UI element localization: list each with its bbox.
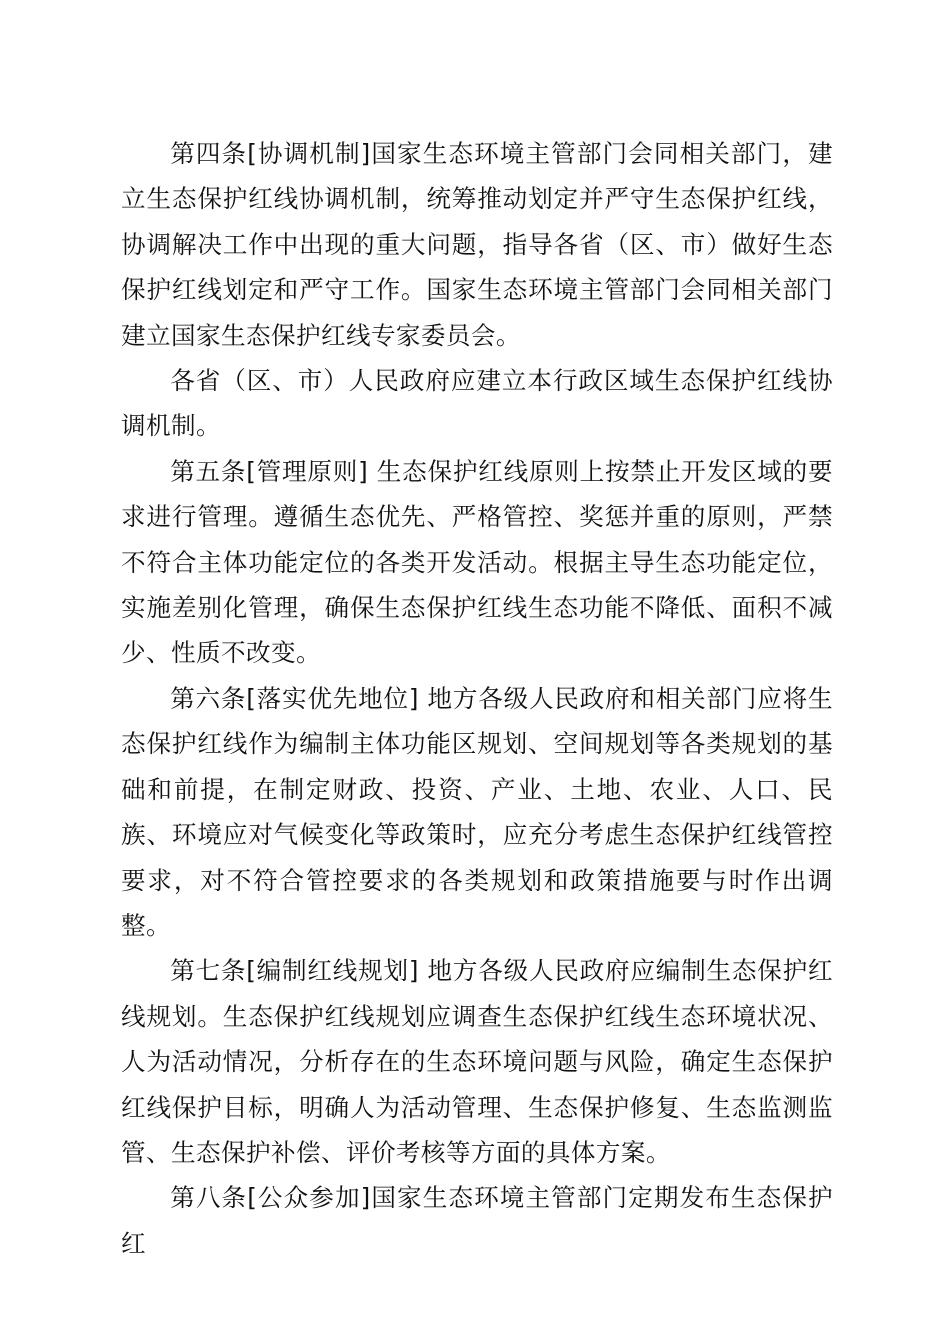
paragraph-article-4: 第四条[协调机制]国家生态环境主管部门会同相关部门，建立生态保护红线协调机制，统筹推动划定并严守生态保护红线，协调解决工作中出现的重大问题，指导各省（区、市）做好生态保护红线划定和严守工作。国家生态环境主管部门会同相关部门建立国家生态保护红线专家委员会。	[121, 139, 833, 350]
paragraph-article-6: 第六条[落实优先地位] 地方各级人民政府和相关部门应将生态保护红线作为编制主体功能区规划、空间规划等各类规划的基础和前提，在制定财政、投资、产业、土地、农业、人口、民族、环境应对气候变化等政策时，应充分考虑生态保护红线管控要求，对不符合管控要求的各类规划和政策措施要与时作出调整。	[121, 683, 833, 940]
paragraph-article-7: 第七条[编制红线规划] 地方各级人民政府应编制生态保护红线规划。生态保护红线规划应调查生态保护红线生态环境状况、人为活动情况，分析存在的生态环境问题与风险，确定生态保护红线保护目标，明确人为活动管理、生态保护修复、生态监测监管、生态保护补偿、评价考核等方面的具体方案。	[121, 956, 833, 1167]
document-body	[121, 131, 833, 1266]
paragraph-article-5: 第五条[管理原则] 生态保护红线原则上按禁止开发区域的要求进行管理。遵循生态优先、严格管控、奖惩并重的原则，严禁不符合主体功能定位的各类开发活动。根据主导生态功能定位，实施差别化管理，确保生态保护红线生态功能不降低、面积不减少、性质不改变。	[121, 456, 833, 668]
paragraph-article-4-provincial: 各省（区、市）人民政府应建立本行政区域生态保护红线协调机制。	[121, 366, 833, 441]
paragraph-article-8: 第八条[公众参加]国家生态环境主管部门定期发布生态保护红	[121, 1183, 833, 1258]
